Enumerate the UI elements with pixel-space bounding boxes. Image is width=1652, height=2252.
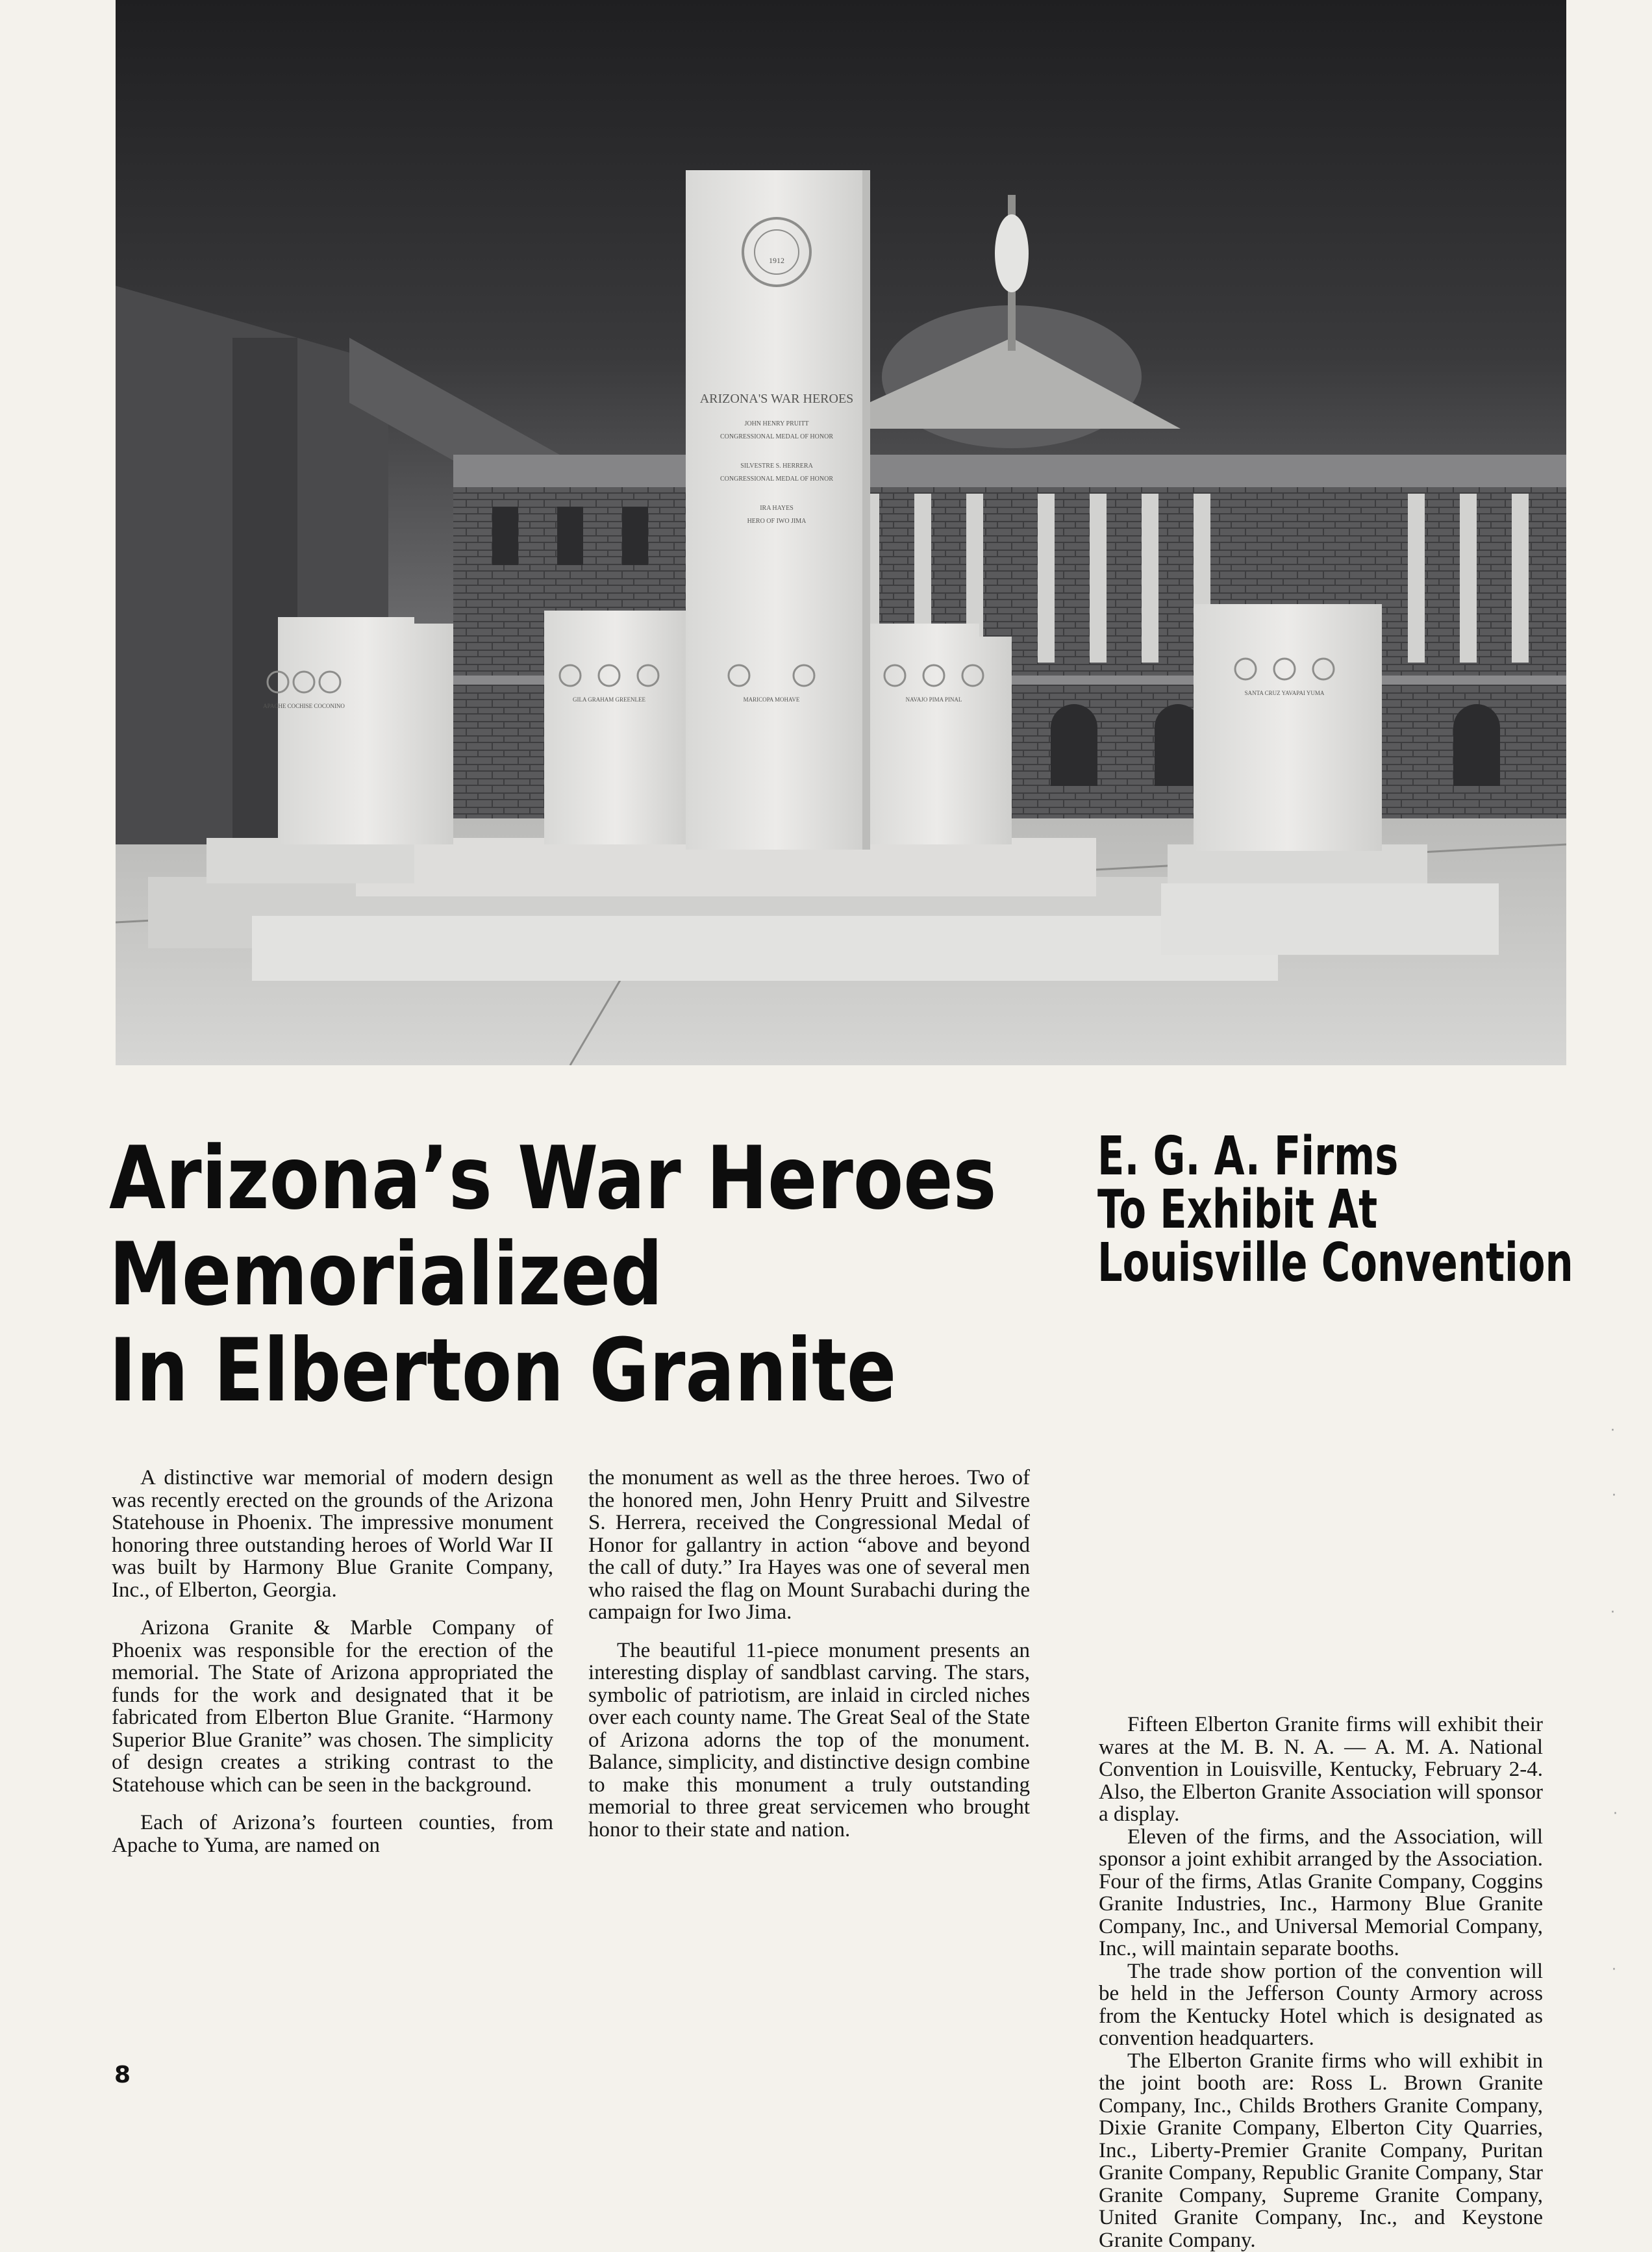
scan-mark: · — [1612, 1962, 1616, 1978]
sidebar-paragraph: The Elberton Granite firms who will exhibit in the joint booth are: Ross L. Brown Granite Company, Inc., Childs Brothers Granite Company, Dixie Granite Company, Elberton City Quarries, Inc., Liberty-Premier Granite Company, Puritan Granite Company, Republic Granite Company, Star Granite Company, Supreme Granite Company, United Granite Company, Inc., and Keystone Granite Company. — [1099, 2049, 1543, 2252]
sidebar-headline — [1097, 1126, 1573, 1294]
county-names: SANTA CRUZ YAVAPAI YUMA — [1244, 690, 1325, 696]
article-paragraph: Each of Arizona’s fourteen counties, from Apache to Yuma, are named on — [112, 1811, 553, 1857]
memorial-photo — [116, 0, 1566, 1065]
sidebar-paragraph: The trade show portion of the convention will be held in the Jefferson County Armory across from the Kentucky Hotel which is designated as convention headquarters. — [1099, 1959, 1543, 2050]
sidebar-headline-line: E. G. A. Firms — [1097, 1126, 1399, 1187]
article-paragraph: Arizona Granite & Marble Company of Phoenix was responsible for the erection of the memorial. The State of Arizona appropriated the funds for the work and designated that it be fabricated from Elberton Blue Granite. “Harmony Superior Blue Granite” was chosen. The simplicity of design creates a striking contrast to the Statehouse which can be seen in the background. — [112, 1616, 553, 1797]
sidebar-headline-line: Louisville Convention — [1097, 1232, 1573, 1294]
headline-line: Arizona’s War Heroes — [109, 1128, 997, 1229]
memorial-photo-illustration — [116, 0, 1566, 1065]
county-names: MARICOPA MOHAVE — [743, 696, 800, 703]
county-names: GILA GRAHAM GREENLEE — [573, 696, 645, 703]
article-paragraph: The beautiful 11-piece monument presents an interesting display of sandblast carving. The stars, symbolic of patriotism, are inlaid in circled niches over each county name. The Great Seal of the State of Arizona adorns the top of the monument. Balance, simplicity, and distinctive design combine to make this monument a truly outstanding memorial to three great servicemen who brought honor to their state and nation. — [588, 1638, 1030, 1841]
monument-honoree-line: HERO OF IWO JIMA — [747, 518, 807, 525]
scan-mark: · — [1613, 1806, 1618, 1822]
monument-honoree-line: CONGRESSIONAL MEDAL OF HONOR — [720, 433, 833, 440]
monument-title: ARIZONA'S WAR HEROES — [699, 392, 854, 406]
scan-mark: · — [1612, 1487, 1616, 1504]
monument-honoree-line: CONGRESSIONAL MEDAL OF HONOR — [720, 475, 833, 483]
county-names: NAVAJO PIMA PINAL — [905, 696, 962, 703]
scan-mark: · — [1610, 1604, 1615, 1621]
article-paragraph: A distinctive war memorial of modern design was recently erected on the grounds of the Arizona Statehouse in Phoenix. The impressive monument honoring three outstanding heroes of World War II was built by Harmony Blue Granite Company, Inc., of Elberton, Georgia. — [112, 1466, 553, 1602]
sidebar-paragraph: Eleven of the firms, and the Association, will sponsor a joint exhibit arranged by the Association. Four of the firms, Atlas Granite Company, Coggins Granite Industries, Inc., Harmony Blue Granite Company, Inc., and Universal Memorial Company, Inc., will maintain separate booths. — [1099, 1825, 1543, 1960]
headline-line: In Elberton Granite — [109, 1320, 897, 1421]
article-paragraph: the monument as well as the three heroes. Two of the honored men, John Henry Pruitt and Silvestre S. Herrera, received the Congressional Medal of Honor for gallantry in action “above and beyond the call of duty.” Ira Hayes was one of several men who raised the flag on Mount Surabachi during the campaign for Iwo Jima. — [588, 1466, 1030, 1624]
seal-year: 1912 — [769, 256, 784, 265]
headline-line: Memorialized — [109, 1224, 663, 1325]
article-column-1 — [112, 1467, 553, 1872]
monument-honoree-line: IRA HAYES — [760, 505, 794, 512]
page-number: 8 — [114, 2062, 131, 2088]
monument-honoree-line: SILVESTRE S. HERRERA — [740, 462, 813, 470]
scan-mark: · — [1610, 1423, 1615, 1439]
article-column-2 — [588, 1467, 1030, 1856]
article-headline — [109, 1130, 1009, 1419]
monument-honoree-line: JOHN HENRY PRUITT — [744, 420, 809, 427]
sidebar-headline-line: To Exhibit At — [1097, 1179, 1378, 1241]
sidebar-paragraph: Fifteen Elberton Granite firms will exhibit their wares at the M. B. N. A. — A. M. A. National Convention in Louisville, Kentucky, February 2-4. Also, the Elberton Granite Association will sponsor a display. — [1099, 1713, 1543, 1826]
county-names: APACHE COCHISE COCONINO — [263, 703, 345, 709]
sidebar-column — [1099, 1714, 1543, 2251]
